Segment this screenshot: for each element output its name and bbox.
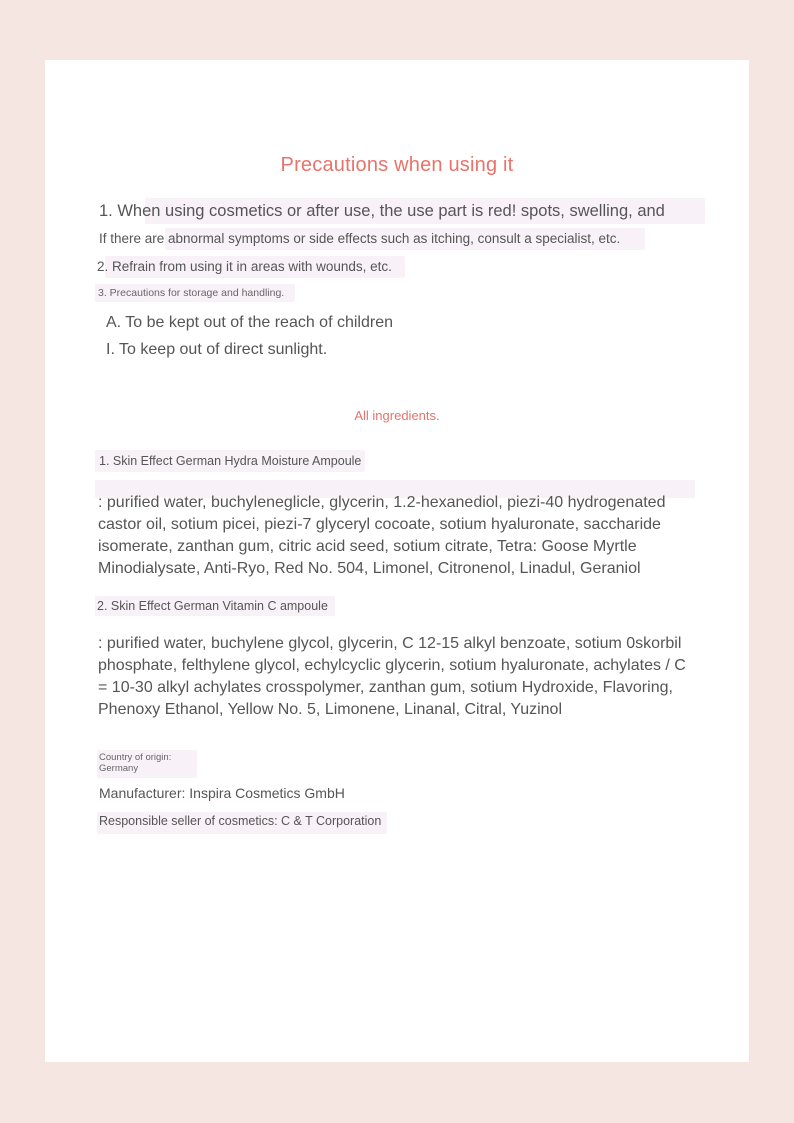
product-1-name: 1. Skin Effect German Hydra Moisture Ampoule [99, 454, 362, 468]
precaution-item-3: 3. Precautions for storage and handling. [98, 287, 285, 299]
ingredient-line: castor oil, sotium picei, piezi-7 glyceryl cocoate, sotium hyaluronate, saccharide [98, 516, 661, 533]
ingredient-line: Minodialysate, Anti-Ryo, Red No. 504, Limonel, Citronenol, Linadul, Geraniol [98, 560, 641, 577]
product-1-ingredients [98, 492, 698, 580]
product-2-ingredients [98, 633, 698, 721]
ingredient-line: phosphate, felthylene glycol, echylcyclic glycerin, sotium hyaluronate, achylates / C [98, 657, 686, 674]
precaution-item-2: 2. Refrain from using it in areas with wounds, etc. [97, 259, 392, 274]
document-sheet [45, 60, 749, 1062]
ingredient-line: : purified water, buchylene glycol, glycerin, C 12-15 alkyl benzoate, sotium 0skorbil [98, 635, 682, 652]
ingredients-title: All ingredients. [354, 408, 440, 423]
precaution-item-3-a: A. To be kept out of the reach of children [106, 314, 393, 331]
ingredient-line: isomerate, zanthan gum, citric acid seed, sotium citrate, Tetra: Goose Myrtle [98, 538, 637, 555]
precaution-item-1-line-1: 1. When using cosmetics or after use, the use part is red! spots, swelling, and [99, 202, 665, 220]
precaution-item-3-i: I. To keep out of direct sunlight. [106, 341, 328, 358]
origin-value: Germany [99, 763, 139, 774]
precautions-title: Precautions when using it [280, 154, 514, 176]
origin-label: Country of origin: [99, 752, 172, 763]
ingredient-line: = 10-30 alkyl achylates crosspolymer, zanthan gum, sotium Hydroxide, Flavoring, [98, 679, 673, 696]
ingredient-line: : purified water, buchyleneglicle, glycerin, 1.2-hexanediol, piezi-40 hydrogenated [98, 494, 666, 511]
ingredient-line: Phenoxy Ethanol, Yellow No. 5, Limonene, Linanal, Citral, Yuzinol [98, 701, 563, 718]
precaution-item-1-line-2: If there are abnormal symptoms or side effects such as itching, consult a specialist, etc. [99, 231, 621, 246]
product-2-name: 2. Skin Effect German Vitamin C ampoule [97, 599, 328, 613]
responsible-seller: Responsible seller of cosmetics: C & T Corporation [99, 814, 382, 828]
manufacturer: Manufacturer: Inspira Cosmetics GmbH [99, 785, 345, 801]
